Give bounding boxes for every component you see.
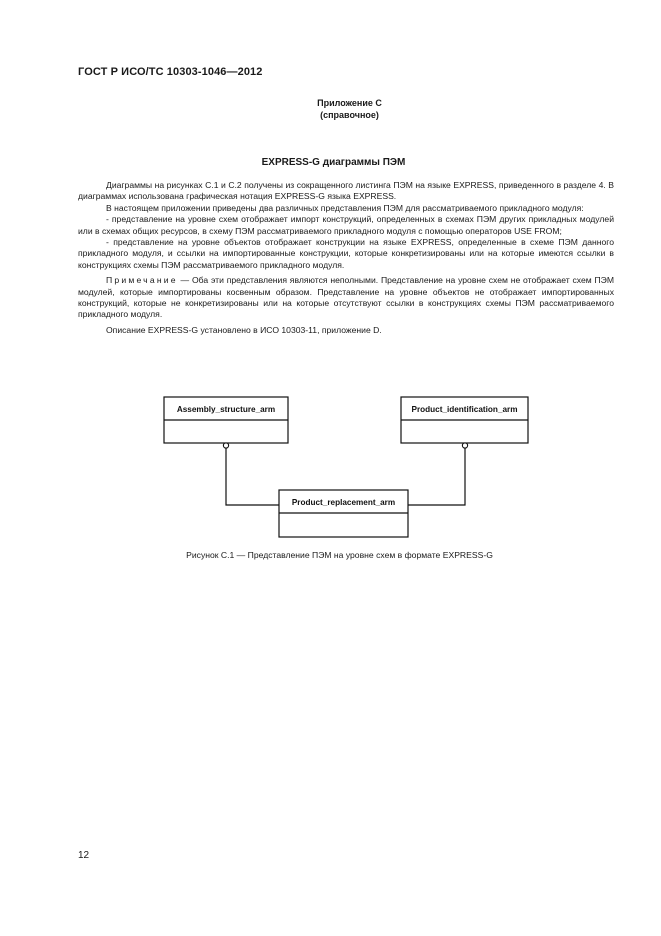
paragraph-representations: В настоящем приложении приведены два различных представления ПЭМ для рассматриваемого прикладного модуля: <box>106 202 584 213</box>
section-title: EXPRESS-G диаграммы ПЭМ <box>261 157 406 168</box>
body-text <box>78 180 614 336</box>
appendix-title: Приложение С <box>317 98 382 108</box>
paragraph-entity-level: - представление на уровне объектов отображает конструкции на языке EXPRESS, определенные в схеме ПЭМ данного прикладного модуля, и ссылки на импортированные конструкции, которые конкретизированы или на которые имеются ссылки в конструкциях схемы ПЭМ рассматриваемого прикладного модуля. <box>78 237 614 270</box>
schema-box-product-identification <box>401 397 528 443</box>
note-paragraph <box>78 275 614 321</box>
paragraph-express-g-reference: Описание EXPRESS-G установлено в ИСО 10303-11, приложение D. <box>106 324 382 335</box>
schema-label-product-replacement: Product_replacement_arm <box>291 498 396 507</box>
connector-left <box>226 448 279 505</box>
appendix-subtitle: (справочное) <box>320 110 379 120</box>
reference-circle-left <box>223 443 228 448</box>
page-number: 12 <box>78 850 90 861</box>
appendix-heading <box>0 97 661 121</box>
schema-label-assembly-structure: Assembly_structure_arm <box>176 405 276 414</box>
note-text: — Оба эти представления являются неполными. Представление на уровне схем не отображает схем ПЭМ модулей, которые импортированы косвенным образом. Представление на уровне объектов не отображает импортированных конструкций, которые не конкретизированы или на которые отсутствуют ссылки в конструкциях схемы ПЭМ рассматриваемого прикладного модуля. <box>78 275 614 320</box>
paragraph-schema-level: - представление на уровне схем отображает импорт конструкций, определенных в схемах ПЭМ других прикладных модулей или в схемах общих ресурсов, в схему ПЭМ рассматриваемого прикладного модуля с помощью операторов USE FROM; <box>78 214 614 236</box>
connector-right <box>408 448 465 505</box>
document-header: ГОСТ Р ИСО/ТС 10303-1046—2012 <box>78 66 263 78</box>
schema-label-product-identification: Product_identification_arm <box>411 405 518 414</box>
paragraph-intro: Диаграммы на рисунках С.1 и С.2 получены из сокращенного листинга ПЭМ на языке EXPRESS, приведенного в разделе 4. В диаграммах использована графическая нотация EXPRESS-G языка EXPRESS. <box>78 180 614 202</box>
schema-box-assembly-structure <box>164 397 288 443</box>
figure-caption: Рисунок С.1 — Представление ПЭМ на уровне схем в формате EXPRESS-G <box>186 550 493 560</box>
schema-box-product-replacement <box>279 490 408 537</box>
note-label: Примечание <box>106 275 178 286</box>
reference-circle-right <box>462 443 467 448</box>
